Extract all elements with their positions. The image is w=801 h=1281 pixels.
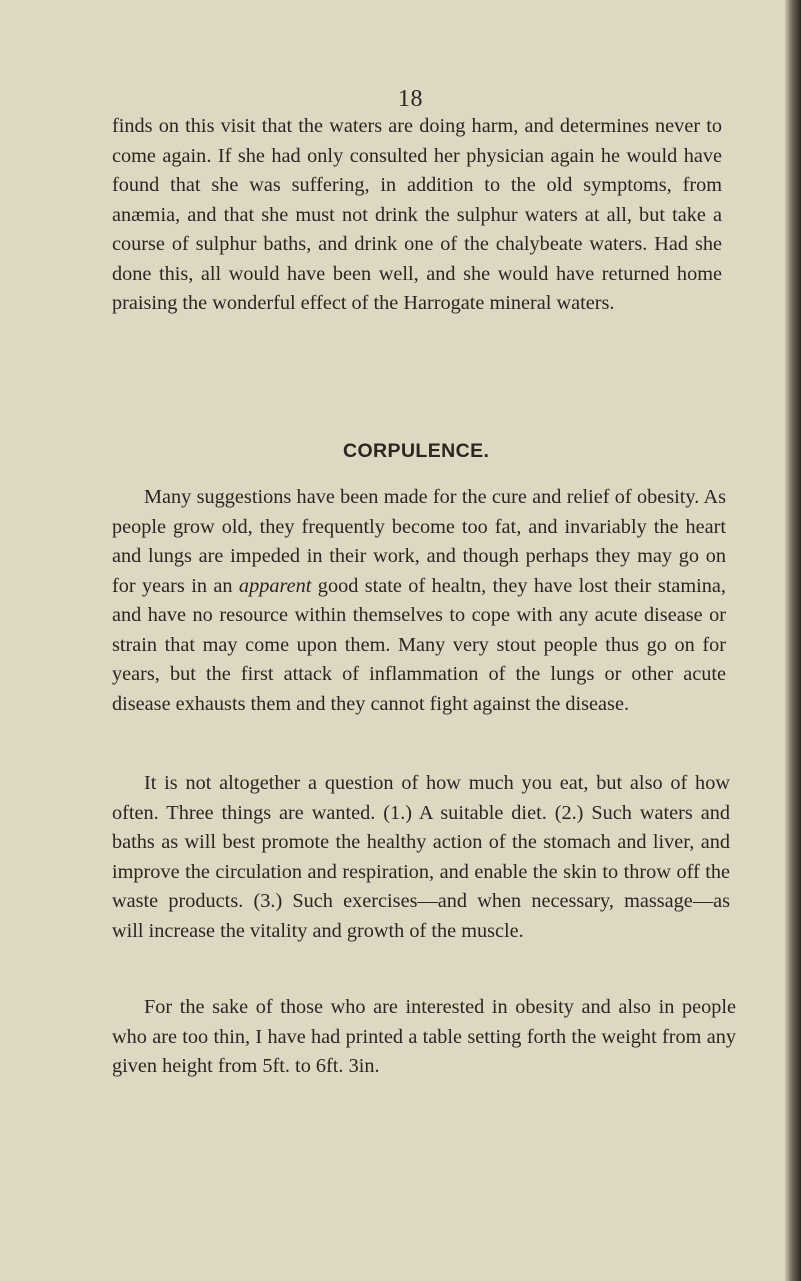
requirements-paragraph: It is not altogether a question of how much you eat, but also of how often. Three things are wanted. (1.) A suitable diet. (2.) Such waters and baths as will best promote the healthy action of the stomach and liver, and improve the circulation and respiration, and enable the skin to throw off the waste products. (3.) Such exercises—and when necessary, massage—as will increase the vitality and growth of the muscle. — [112, 772, 730, 942]
page-edge — [785, 0, 801, 1281]
section-heading: CORPULENCE. — [343, 440, 490, 462]
intro-paragraph: finds on this visit that the waters are doing harm, and determines never to come again. If she had only consulted her physician again he would have found that she was suffering, in addition to the old symptoms, from anæmia, and that she must not drink the sulphur waters at all, but take a course of sulphur baths, and drink one of the chalybeate waters. Had she done this, all would have been well, and she would have returned home praising the wonderful effect of the Harrogate mineral waters. — [112, 115, 722, 314]
page-number: 18 — [398, 86, 423, 112]
italic-word: apparent — [238, 574, 312, 597]
corpulence-paragraph-end: good state of healtn, they have lost their stamina, and have no resource within themselves to cope with any acute disease or strain that may come upon them. Many very stout people thus go on for years, but the first attack of inflammation of the lungs or other acute disease exhausts them and they cannot fight against the disease. — [112, 574, 726, 715]
table-note-paragraph: For the sake of those who are interested in obesity and also in people who are too thin, I have had printed a table setting forth the weight from any given height from 5ft. to 6ft. 3in. — [112, 996, 736, 1077]
corpulence-paragraph-start: Many suggestions have been made for the cure and relief of obesity. As people grow old, they frequently become too fat, and invariably the heart and lungs are impeded in their work, and though perhaps they may go on for years in an — [112, 486, 726, 597]
corpulence-paragraph — [112, 483, 726, 719]
